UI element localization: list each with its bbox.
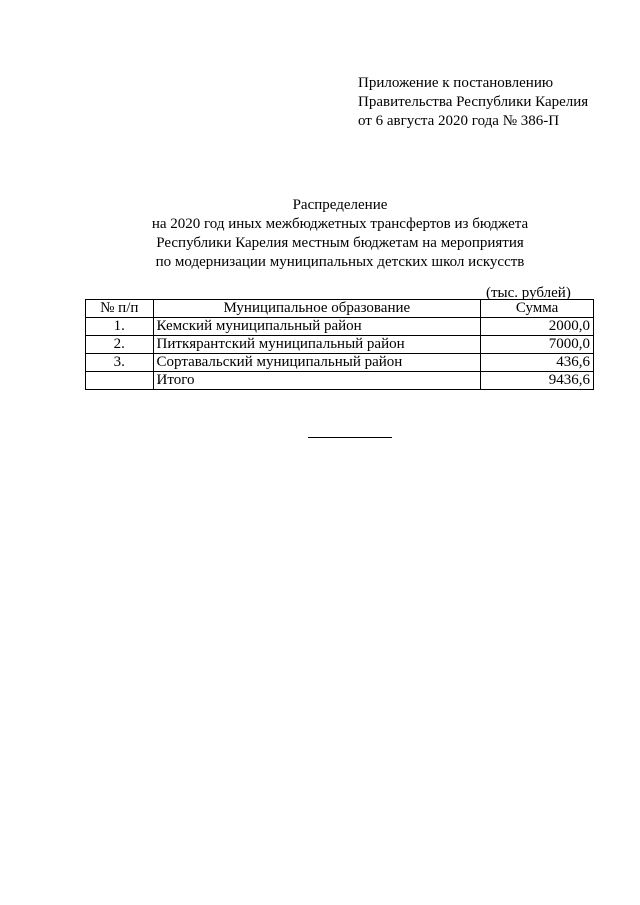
header-num: № п/п bbox=[86, 300, 154, 318]
title-line-4: по модернизации муниципальных детских школ искусств bbox=[155, 254, 525, 270]
appendix-line-2: Правительства Республики Карелия bbox=[358, 94, 589, 110]
table-total-row bbox=[86, 372, 594, 390]
table-header-row bbox=[86, 300, 594, 318]
row-sum: 2000,0 bbox=[481, 318, 594, 336]
total-sum: 9436,6 bbox=[481, 372, 594, 390]
title-line-2: на 2020 год иных межбюджетных трансфертов из бюджета bbox=[151, 216, 529, 232]
row-sum: 7000,0 bbox=[481, 336, 594, 354]
table-row bbox=[86, 318, 594, 336]
document-title bbox=[90, 196, 590, 272]
row-num: 3. bbox=[86, 354, 154, 372]
row-sum: 436,6 bbox=[481, 354, 594, 372]
distribution-table bbox=[85, 299, 594, 390]
header-sum: Сумма bbox=[481, 300, 594, 318]
row-name: Кемский муниципальный район bbox=[153, 318, 481, 336]
title-line-1: Распределение bbox=[292, 197, 388, 213]
row-name: Питкярантский муниципальный район bbox=[153, 336, 481, 354]
end-divider bbox=[308, 437, 392, 438]
row-num: 2. bbox=[86, 336, 154, 354]
appendix-block bbox=[358, 74, 588, 131]
total-num bbox=[86, 372, 154, 390]
total-label: Итого bbox=[153, 372, 481, 390]
header-name: Муниципальное образование bbox=[153, 300, 481, 318]
title-line-3: Республики Карелия местным бюджетам на мероприятия bbox=[156, 235, 524, 251]
row-num: 1. bbox=[86, 318, 154, 336]
appendix-line-3: от 6 августа 2020 года № 386-П bbox=[358, 113, 560, 129]
appendix-line-1: Приложение к постановлению bbox=[358, 75, 554, 91]
units-label: (тыс. рублей) bbox=[486, 285, 571, 301]
table-row bbox=[86, 336, 594, 354]
table-row bbox=[86, 354, 594, 372]
row-name: Сортавальский муниципальный район bbox=[153, 354, 481, 372]
